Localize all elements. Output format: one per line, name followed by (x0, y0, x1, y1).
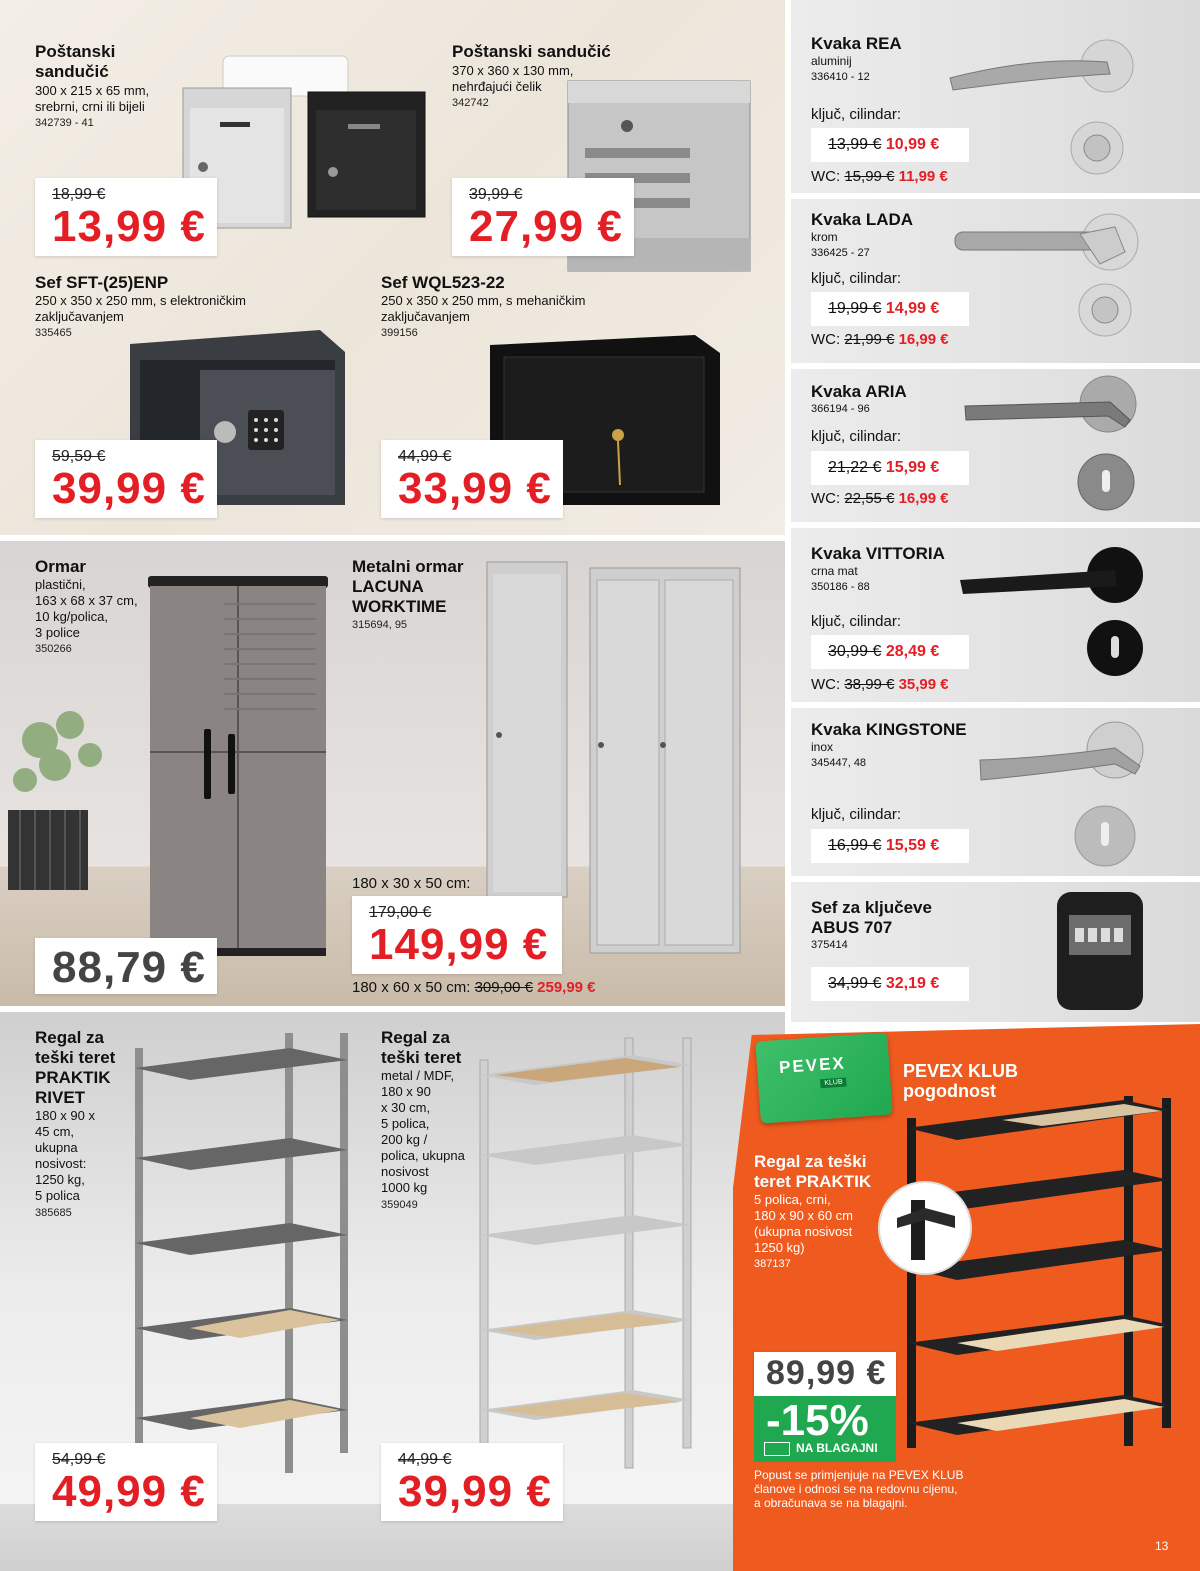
old-price: 179,00 € (369, 904, 432, 921)
club-product-desc: 5 polica, crni, 180 x 90 x 60 cm (ukupna nosivost 1250 kg) (754, 1192, 853, 1255)
handle-code: 345447, 48 (811, 757, 867, 769)
old-price: 54,99 € (52, 1451, 106, 1468)
old-price: 44,99 € (398, 1451, 452, 1468)
keysafe-code: 375414 (811, 939, 848, 951)
page-number: 13 (1155, 1539, 1169, 1553)
safe1-desc: 250 x 350 x 250 mm, s elektroničkim zaključavanjem (35, 293, 246, 324)
shelf1-title: Regal za teški teret PRAKTIK RIVET (35, 1028, 116, 1107)
cabinet-price-box (35, 938, 217, 994)
club-price-box (754, 1352, 896, 1396)
cabinet-code: 350266 (35, 643, 72, 655)
safe2-code: 399156 (381, 327, 418, 339)
handle-aria-title: Kvaka ARIA (811, 382, 907, 401)
club-detail-image (877, 1180, 973, 1276)
club-heading: PEVEX KLUB pogodnost (903, 1061, 1019, 1101)
handle-rea-image (945, 38, 1150, 178)
handle-sub: aluminij (811, 54, 852, 68)
safe2-title: Sef WQL523-22 (381, 273, 505, 292)
mailbox1-title: Poštanski sandučić (35, 42, 116, 81)
handle-lada-price: 19,99 € 14,99 € (811, 292, 969, 326)
locker-size2: 180 x 60 x 50 cm: 309,00 € 259,99 € (352, 979, 596, 996)
shelf2-code: 359049 (381, 1199, 418, 1211)
handle-kingstone-image (975, 718, 1150, 868)
cabinet-image (146, 574, 330, 958)
handle-kingstone-price: 16,99 € 15,59 € (811, 829, 969, 863)
handle-label: ključ, cilindar: (811, 806, 902, 823)
locker-size1: 180 x 30 x 50 cm: (352, 875, 471, 892)
club-discount-badge (754, 1396, 896, 1462)
club-price: 89,99 € (766, 1354, 887, 1392)
card-sub: KLUB (820, 1077, 847, 1088)
discount-value: -15% (766, 1396, 869, 1445)
handle-label: ključ, cilindar: (811, 428, 902, 445)
locker-code: 315694, 95 (352, 619, 408, 631)
handle-aria-image (960, 372, 1150, 512)
handle-vittoria-price: 30,99 € 28,49 € (811, 635, 969, 669)
handle-vittoria-wc: WC: 38,99 € 35,99 € (811, 676, 949, 693)
old-price: 39,99 € (469, 186, 523, 203)
safe1-code: 335465 (35, 327, 72, 339)
old-price: 59,59 € (52, 448, 106, 465)
handle-label: ključ, cilindar: (811, 613, 902, 630)
card-icon (764, 1442, 790, 1456)
old-price: 18,99 € (52, 186, 106, 203)
handle-lada-image (950, 212, 1150, 340)
handle-code: 350186 - 88 (811, 581, 870, 593)
mailbox2-code: 342742 (452, 97, 489, 109)
new-price: 149,99 € (369, 920, 549, 969)
handle-aria-wc: WC: 22,55 € 16,99 € (811, 490, 949, 507)
new-price: 49,99 € (52, 1467, 206, 1516)
club-product-title: Regal za teški teret PRAKTIK (754, 1152, 872, 1191)
handle-lada-wc: WC: 21,99 € 16,99 € (811, 331, 949, 348)
shelf2-price-box (381, 1443, 563, 1521)
shelf1-image (130, 1028, 355, 1488)
new-price: 13,99 € (52, 202, 206, 251)
handle-vittoria-title: Kvaka VITTORIA (811, 544, 945, 563)
club-note: Popust se primjenjuje na PEVEX KLUB članove i odnosi se na redovnu cijenu, a obračunava se na blagajni. (754, 1468, 964, 1510)
mailbox1-desc: 300 x 215 x 65 mm, srebrni, crni ili bijeli (35, 83, 150, 114)
new-price: 33,99 € (398, 464, 552, 513)
handle-rea-price: 13,99 € 10,99 € (811, 128, 969, 162)
old-price: 44,99 € (398, 448, 452, 465)
handle-code: 366194 - 96 (811, 403, 870, 415)
handle-rea-title: Kvaka REA (811, 34, 902, 53)
new-price: 39,99 € (398, 1467, 552, 1516)
handle-aria-price: 21,22 € 15,99 € (811, 451, 969, 485)
keysafe-price: 34,99 € 32,19 € (811, 967, 969, 1001)
card-brand: PEVEX (778, 1053, 847, 1078)
handle-lada-title: Kvaka LADA (811, 210, 914, 229)
register-text: NA BLAGAJNI (796, 1441, 878, 1455)
new-price: 27,99 € (469, 202, 623, 251)
cabinet-title: Ormar (35, 557, 87, 576)
handle-sub: inox (811, 740, 834, 754)
handle-code: 336410 - 12 (811, 71, 870, 83)
locker-title: Metalni ormar LACUNA WORKTIME (352, 557, 464, 616)
safe1-title: Sef SFT-(25)ENP (35, 273, 169, 292)
shelf2-desc: metal / MDF, 180 x 90 x 30 cm, 5 polica, 200 kg / polica, ukupna nosivost 1000 kg (381, 1068, 465, 1195)
safe2-price-box (381, 440, 563, 518)
shelf2-image (475, 1030, 700, 1470)
keysafe-image (1055, 890, 1145, 1012)
handle-label: ključ, cilindar: (811, 270, 902, 287)
handle-rea-wc: WC: 15,99 € 11,99 € (811, 168, 948, 185)
handle-label: ključ, cilindar: (811, 106, 902, 123)
handle-code: 336425 - 27 (811, 247, 870, 259)
shelf1-code: 385685 (35, 1207, 72, 1219)
safe2-desc: 250 x 350 x 250 mm, s mehaničkim zaključavanjem (381, 293, 586, 324)
handle-sub: krom (811, 230, 838, 244)
shelf1-price-box (35, 1443, 217, 1521)
mailbox1-price-box (35, 178, 217, 256)
plant-image (0, 700, 140, 890)
keysafe-title: Sef za ključeve ABUS 707 (811, 898, 932, 937)
handle-vittoria-image (955, 540, 1150, 680)
handle-sub: crna mat (811, 564, 858, 578)
mailbox1-code: 342739 - 41 (35, 117, 94, 129)
club-card (755, 1032, 892, 1123)
new-price: 39,99 € (52, 464, 206, 513)
price: 88,79 € (52, 943, 206, 992)
shelf2-title: Regal za teški teret (381, 1028, 462, 1067)
mailbox2-title: Poštanski sandučić (452, 42, 611, 61)
cabinet-desc: plastični, 163 x 68 x 37 cm, 10 kg/polica, 3 police (35, 577, 138, 640)
locker-price-box (352, 896, 562, 974)
handle-kingstone-title: Kvaka KINGSTONE (811, 720, 967, 739)
club-product-code: 387137 (754, 1258, 791, 1270)
shelf1-desc: 180 x 90 x 45 cm, ukupna nosivost: 1250 kg, 5 polica (35, 1108, 95, 1203)
mailbox2-desc: 370 x 360 x 130 mm, nehrđajući čelik (452, 63, 574, 94)
mailbox2-price-box (452, 178, 634, 256)
safe1-price-box (35, 440, 217, 518)
